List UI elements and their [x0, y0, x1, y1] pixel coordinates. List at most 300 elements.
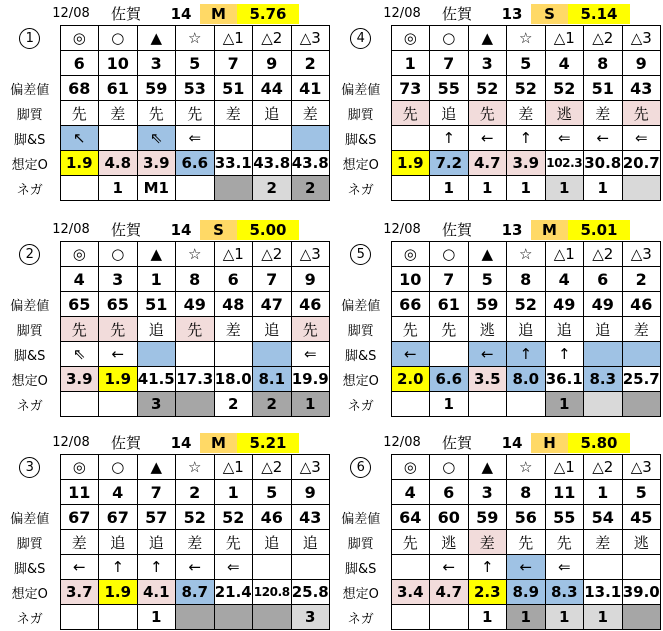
table-row	[0, 605, 330, 630]
double-arrow-up-left-icon: ⇖	[137, 126, 176, 151]
deviation-value-cell: 48	[214, 292, 253, 317]
rating-value-cell: 5.14	[568, 4, 630, 24]
table-row	[331, 580, 661, 605]
estimated-odds-cell: 4.7	[468, 151, 507, 176]
estimated-odds-cell: 1.9	[99, 580, 138, 605]
nega-cell: 3	[137, 392, 176, 417]
estimated-odds-cell: 19.9	[291, 367, 330, 392]
running-style-cell: 差	[507, 101, 546, 126]
row-label-text: 脚質	[16, 323, 43, 339]
mark-symbol-cell: ▲	[137, 26, 176, 51]
horse-number-cell: 8	[176, 267, 215, 292]
nega-cell	[99, 605, 138, 630]
table-row	[0, 505, 330, 530]
mark-symbol-cell: △3	[291, 455, 330, 480]
arrow-up-icon: ↑	[545, 342, 584, 367]
deviation-value-cell: 45	[622, 505, 661, 530]
arrow-left-icon: ←	[468, 342, 507, 367]
nega-cell: 1	[584, 176, 623, 201]
deviation-value-cell: 41	[291, 76, 330, 101]
nega-cell: 1	[545, 392, 584, 417]
row-label-text: 想定O	[342, 373, 379, 389]
row-label	[331, 480, 391, 505]
table-row	[0, 530, 330, 555]
race-number: 14	[501, 434, 523, 452]
deviation-value-cell: 65	[99, 292, 138, 317]
row-label	[331, 367, 391, 392]
row-label	[331, 555, 391, 580]
kyaku-s-cell	[584, 342, 623, 367]
deviation-value-cell: 46	[622, 292, 661, 317]
row-label-text: 想定O	[11, 373, 48, 389]
table-row	[0, 76, 330, 101]
mark-symbol-cell: ▲	[468, 455, 507, 480]
table-row	[331, 126, 661, 151]
double-arrow-left-icon: ⇐	[291, 342, 330, 367]
mark-symbol-cell: ◎	[60, 26, 99, 51]
horse-number-cell: 9	[291, 267, 330, 292]
table-row	[331, 342, 661, 367]
row-label	[331, 342, 391, 367]
row-label-text: ネガ	[347, 398, 374, 414]
horse-number-cell: 3	[137, 51, 176, 76]
kyaku-s-cell	[391, 555, 430, 580]
estimated-odds-cell: 6.6	[176, 151, 215, 176]
nega-cell	[214, 176, 253, 201]
data-grid	[0, 454, 330, 630]
running-style-cell: 先	[391, 101, 430, 126]
horse-number-cell: 5	[176, 51, 215, 76]
row-label-text: 想定O	[11, 157, 48, 173]
estimated-odds-cell: 17.3	[176, 367, 215, 392]
data-grid	[331, 241, 661, 417]
deviation-value-cell: 59	[137, 76, 176, 101]
estimated-odds-cell: 4.7	[430, 580, 469, 605]
mark-symbol-cell: △1	[545, 242, 584, 267]
estimated-odds-cell: 1.9	[99, 367, 138, 392]
row-label-text: 偏差値	[341, 82, 381, 98]
horse-number-cell: 6	[214, 267, 253, 292]
deviation-value-cell: 53	[176, 76, 215, 101]
kyaku-s-cell	[214, 342, 253, 367]
table-row	[331, 176, 661, 201]
row-label	[0, 555, 60, 580]
running-style-cell: 追	[99, 530, 138, 555]
badge-circled-number: 6	[350, 457, 371, 478]
mark-symbol-cell: ☆	[176, 242, 215, 267]
running-style-cell: 逃	[545, 101, 584, 126]
row-label	[0, 605, 60, 630]
venue-label: 佐賀	[110, 5, 141, 23]
mark-symbol-cell: △1	[214, 26, 253, 51]
deviation-value-cell: 46	[291, 292, 330, 317]
rating-value-cell: 5.21	[237, 433, 299, 453]
nega-cell: 2	[214, 392, 253, 417]
horse-number-cell: 6	[584, 267, 623, 292]
running-style-cell: 差	[622, 317, 661, 342]
table-row	[0, 555, 330, 580]
horse-number-cell: 3	[468, 480, 507, 505]
row-label	[331, 101, 391, 126]
row-label-text: 脚&S	[345, 348, 377, 364]
running-style-cell: 先	[99, 317, 138, 342]
nega-cell	[176, 392, 215, 417]
running-style-cell: 先	[291, 317, 330, 342]
nega-cell: 2	[253, 176, 292, 201]
deviation-value-cell: 49	[176, 292, 215, 317]
estimated-odds-cell: 3.4	[391, 580, 430, 605]
estimated-odds-cell: 2.3	[468, 580, 507, 605]
kyaku-s-cell	[291, 126, 330, 151]
table-header	[52, 4, 330, 24]
row-label-text: 偏差値	[10, 298, 50, 314]
race-table-block	[331, 218, 663, 433]
pace-grade-cell: M	[200, 433, 237, 453]
row-label	[0, 317, 60, 342]
running-style-cell: 逃	[430, 530, 469, 555]
nega-cell: 1	[291, 392, 330, 417]
table-row	[331, 555, 661, 580]
table-row	[331, 267, 661, 292]
mark-symbol-cell: ◎	[391, 455, 430, 480]
row-label	[331, 151, 391, 176]
running-style-cell: 差	[99, 101, 138, 126]
kyaku-s-cell	[137, 342, 176, 367]
date-label: 12/08	[52, 222, 90, 237]
nega-cell: 1	[99, 176, 138, 201]
deviation-value-cell: 66	[391, 292, 430, 317]
arrow-up-icon: ↑	[507, 126, 546, 151]
mark-symbol-cell: ◎	[391, 242, 430, 267]
table-row	[331, 26, 661, 51]
date-label: 12/08	[383, 6, 421, 21]
mark-symbol-cell: △3	[622, 26, 661, 51]
double-arrow-left-icon: ⇐	[545, 555, 584, 580]
running-style-cell: 差	[584, 101, 623, 126]
deviation-value-cell: 44	[253, 76, 292, 101]
rating-value-cell: 5.76	[237, 4, 299, 24]
row-label	[0, 267, 60, 292]
race-table-block	[0, 0, 331, 218]
mark-symbol-cell: △2	[584, 242, 623, 267]
mark-symbol-cell: △3	[622, 455, 661, 480]
estimated-odds-cell: 3.5	[468, 367, 507, 392]
mark-symbol-cell: ▲	[468, 242, 507, 267]
deviation-value-cell: 46	[253, 505, 292, 530]
row-label	[0, 480, 60, 505]
deviation-value-cell: 52	[507, 292, 546, 317]
deviation-value-cell: 47	[253, 292, 292, 317]
arrow-up-icon: ↑	[99, 555, 138, 580]
row-label-text: ネガ	[347, 182, 374, 198]
nega-cell	[176, 605, 215, 630]
estimated-odds-cell: 3.9	[60, 367, 99, 392]
deviation-value-cell: 43	[291, 505, 330, 530]
row-label	[0, 76, 60, 101]
estimated-odds-cell: 1.9	[391, 151, 430, 176]
table-row	[0, 480, 330, 505]
table-row	[0, 292, 330, 317]
table-row	[331, 242, 661, 267]
row-label-text: 想定O	[342, 157, 379, 173]
row-label-text: 偏差値	[10, 511, 50, 527]
running-style-cell: 追	[253, 101, 292, 126]
arrow-up-left-icon: ↖	[60, 126, 99, 151]
row-label	[0, 101, 60, 126]
date-label: 12/08	[383, 435, 421, 450]
row-label	[331, 292, 391, 317]
deviation-value-cell: 49	[545, 292, 584, 317]
horse-number-cell: 1	[137, 267, 176, 292]
pace-grade-cell: M	[200, 4, 237, 24]
table-header	[383, 4, 661, 24]
mark-symbol-cell: △1	[214, 455, 253, 480]
deviation-value-cell: 60	[430, 505, 469, 530]
table-header	[383, 220, 661, 240]
row-label-text: ネガ	[347, 611, 374, 627]
horse-number-cell: 4	[545, 51, 584, 76]
table-header	[383, 433, 661, 453]
nega-cell	[253, 605, 292, 630]
estimated-odds-cell: 102.3	[545, 151, 584, 176]
badge-circled-number: 3	[19, 457, 40, 478]
running-style-cell: 先	[391, 317, 430, 342]
nega-cell: M1	[137, 176, 176, 201]
nega-cell: 1	[507, 176, 546, 201]
arrow-up-icon: ↑	[507, 342, 546, 367]
running-style-cell: 先	[545, 530, 584, 555]
horse-number-cell: 10	[99, 51, 138, 76]
mark-symbol-cell: ◎	[60, 455, 99, 480]
horse-number-cell: 5	[253, 480, 292, 505]
row-label	[0, 455, 60, 480]
venue-label: 佐賀	[441, 5, 472, 23]
table-row	[331, 505, 661, 530]
kyaku-s-cell	[214, 126, 253, 151]
row-label-text: ネガ	[16, 398, 43, 414]
row-label	[331, 505, 391, 530]
running-style-cell: 逃	[468, 317, 507, 342]
row-label	[0, 392, 60, 417]
date-label: 12/08	[52, 6, 90, 21]
horse-number-cell: 2	[291, 51, 330, 76]
race-table-block	[0, 218, 331, 433]
deviation-value-cell: 61	[99, 76, 138, 101]
race-table-block	[0, 433, 331, 631]
table-row	[0, 101, 330, 126]
kyaku-s-cell	[291, 555, 330, 580]
mark-symbol-cell: △3	[291, 242, 330, 267]
estimated-odds-cell: 3.9	[137, 151, 176, 176]
arrow-left-icon: ←	[430, 555, 469, 580]
mark-symbol-cell: △3	[291, 26, 330, 51]
row-label-text: 脚&S	[14, 561, 46, 577]
race-table-block	[331, 433, 663, 631]
estimated-odds-cell: 7.2	[430, 151, 469, 176]
table-row	[0, 392, 330, 417]
arrow-left-icon: ←	[391, 342, 430, 367]
horse-number-cell: 2	[176, 480, 215, 505]
row-label	[331, 26, 391, 51]
running-style-cell: 先	[214, 530, 253, 555]
nega-cell: 1	[507, 605, 546, 630]
pace-grade-cell: S	[531, 4, 568, 24]
nega-cell: 1	[468, 176, 507, 201]
table-row	[0, 367, 330, 392]
row-label-text: 偏差値	[341, 511, 381, 527]
row-label	[331, 51, 391, 76]
deviation-value-cell: 59	[468, 292, 507, 317]
double-arrow-left-icon: ⇐	[176, 126, 215, 151]
estimated-odds-cell: 4.8	[99, 151, 138, 176]
horse-number-cell: 3	[99, 267, 138, 292]
estimated-odds-cell: 13.1	[584, 580, 623, 605]
row-label	[331, 126, 391, 151]
race-table-block	[331, 0, 663, 218]
estimated-odds-cell: 20.7	[622, 151, 661, 176]
date-label: 12/08	[52, 435, 90, 450]
row-label-text: 脚&S	[14, 348, 46, 364]
kyaku-s-cell	[253, 342, 292, 367]
running-style-cell: 先	[507, 530, 546, 555]
nega-cell	[214, 605, 253, 630]
row-label	[331, 242, 391, 267]
badge-circled-number: 2	[19, 244, 40, 265]
pace-grade-cell: S	[200, 220, 237, 240]
estimated-odds-cell: 25.7	[622, 367, 661, 392]
row-label	[331, 176, 391, 201]
deviation-value-cell: 67	[99, 505, 138, 530]
horse-number-cell: 4	[99, 480, 138, 505]
venue-label: 佐賀	[110, 221, 141, 239]
row-label-text: 脚&S	[345, 561, 377, 577]
mark-symbol-cell: ▲	[137, 242, 176, 267]
running-style-cell: 追	[137, 317, 176, 342]
pace-grade-cell: M	[531, 220, 568, 240]
running-style-cell: 先	[391, 530, 430, 555]
table-row	[331, 151, 661, 176]
pace-grade-cell: H	[531, 433, 568, 453]
row-label-text: 想定O	[11, 586, 48, 602]
nega-cell: 1	[137, 605, 176, 630]
running-style-cell: 追	[584, 317, 623, 342]
deviation-value-cell: 52	[545, 76, 584, 101]
kyaku-s-cell	[622, 342, 661, 367]
row-label	[0, 51, 60, 76]
deviation-value-cell: 51	[137, 292, 176, 317]
mark-symbol-cell: ☆	[507, 455, 546, 480]
horse-number-cell: 3	[468, 51, 507, 76]
date-label: 12/08	[383, 222, 421, 237]
deviation-value-cell: 57	[137, 505, 176, 530]
rating-value-cell: 5.80	[568, 433, 630, 453]
arrow-left-icon: ←	[99, 342, 138, 367]
table-row	[331, 51, 661, 76]
horse-number-cell: 9	[253, 51, 292, 76]
double-arrow-left-icon: ⇐	[545, 126, 584, 151]
running-style-cell: 追	[545, 317, 584, 342]
table-row	[0, 317, 330, 342]
horse-number-cell: 4	[391, 480, 430, 505]
arrow-up-icon: ↑	[468, 555, 507, 580]
row-label-text: ネガ	[16, 611, 43, 627]
nega-cell	[622, 392, 661, 417]
mark-symbol-cell: △3	[622, 242, 661, 267]
running-style-cell: 先	[622, 101, 661, 126]
table-row	[0, 176, 330, 201]
nega-cell	[430, 605, 469, 630]
nega-cell	[584, 392, 623, 417]
horse-number-cell: 10	[391, 267, 430, 292]
venue-label: 佐賀	[110, 434, 141, 452]
horse-number-cell: 6	[60, 51, 99, 76]
horse-number-cell: 11	[545, 480, 584, 505]
table-header	[52, 220, 330, 240]
table-row	[0, 126, 330, 151]
row-label	[0, 530, 60, 555]
horse-number-cell: 6	[430, 480, 469, 505]
row-label-text: 脚質	[347, 107, 374, 123]
arrow-left-icon: ←	[468, 126, 507, 151]
race-number: 13	[501, 5, 523, 23]
table-row	[331, 292, 661, 317]
horse-number-cell: 11	[60, 480, 99, 505]
venue-label: 佐賀	[441, 434, 472, 452]
nega-cell	[60, 176, 99, 201]
running-style-cell: 追	[137, 530, 176, 555]
estimated-odds-cell: 41.5	[137, 367, 176, 392]
running-style-cell: 追	[253, 317, 292, 342]
horse-number-cell: 1	[391, 51, 430, 76]
deviation-value-cell: 52	[176, 505, 215, 530]
mark-symbol-cell: ○	[430, 26, 469, 51]
estimated-odds-cell: 8.0	[507, 367, 546, 392]
running-style-cell: 差	[468, 530, 507, 555]
table-row	[331, 605, 661, 630]
mark-symbol-cell: △1	[545, 26, 584, 51]
row-label	[331, 392, 391, 417]
race-number: 14	[170, 221, 192, 239]
mark-symbol-cell: △2	[253, 455, 292, 480]
table-header	[52, 433, 330, 453]
running-style-cell: 追	[507, 317, 546, 342]
table-row	[331, 101, 661, 126]
deviation-value-cell: 64	[391, 505, 430, 530]
deviation-value-cell: 59	[468, 505, 507, 530]
running-style-cell: 差	[584, 530, 623, 555]
data-grid	[331, 25, 661, 201]
deviation-value-cell: 56	[507, 505, 546, 530]
horse-number-cell: 2	[622, 267, 661, 292]
row-label-text: 想定O	[342, 586, 379, 602]
row-label	[0, 176, 60, 201]
running-style-cell: 先	[60, 317, 99, 342]
table-row	[0, 580, 330, 605]
kyaku-s-cell	[253, 126, 292, 151]
row-label	[0, 151, 60, 176]
nega-cell: 3	[291, 605, 330, 630]
row-label	[0, 26, 60, 51]
mark-symbol-cell: ○	[99, 455, 138, 480]
rating-value-cell: 5.00	[237, 220, 299, 240]
estimated-odds-cell: 8.3	[545, 580, 584, 605]
nega-cell: 1	[430, 392, 469, 417]
horse-number-cell: 7	[253, 267, 292, 292]
estimated-odds-cell: 21.4	[214, 580, 253, 605]
row-label-text: 脚質	[16, 536, 43, 552]
kyaku-s-cell	[622, 555, 661, 580]
nega-cell: 1	[545, 605, 584, 630]
